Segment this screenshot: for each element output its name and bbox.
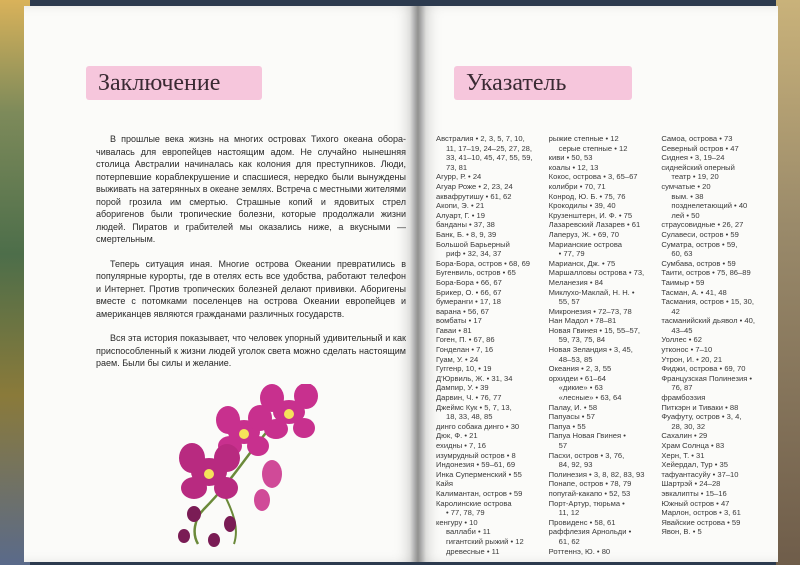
index-entry: Провиденс • 58, 61 <box>548 517 616 527</box>
index-entry: сумчатые • 20 <box>661 181 711 191</box>
index-entry: Инка Суперменский • 55 <box>436 469 522 479</box>
index-entry: Роттеннэ, Ю. • 80 <box>548 546 611 556</box>
paragraph-3: Вся эта история показывает, что человек упорный удивительный и как приспособленный к жизни людей уголок света можно сделать настоящим раем. Были бы силы и желание. <box>96 333 406 368</box>
index-entry: 33, 41–10, 45, 47, 55, 59, <box>446 153 533 163</box>
index-entry: Тасмания, остров • 15, 30, <box>661 297 754 307</box>
index-entry: • 77, 79 <box>558 249 585 259</box>
index-entry: Папуа Новая Гвинея • <box>548 431 626 441</box>
index-entry: ехидны • 7, 16 <box>436 441 486 450</box>
index-entry: 61, 62 <box>558 536 580 546</box>
index-entry: варана • 56, 67 <box>436 306 490 316</box>
right-page <box>418 6 778 562</box>
index-entry: Конрод, Ю. Б. • 75, 76 <box>548 191 626 201</box>
index-entry: кенгуру • 10 <box>436 517 478 527</box>
index-entry: рыжие степные • 12 <box>548 134 619 143</box>
index-entry: 57 <box>558 441 568 450</box>
index-entry: динго собака динго • 30 <box>436 421 520 431</box>
index-entry: раффлезия Арнольди • <box>548 527 632 537</box>
index-entry: коалы • 12, 13 <box>548 162 599 172</box>
left-page <box>24 6 418 562</box>
index-entry: Брикер, О. • 66, 67 <box>436 287 502 297</box>
index-entry: 76, 87 <box>671 383 693 393</box>
index-entry: Кайя <box>436 479 454 489</box>
index-entry: Таимыр • 59 <box>661 277 705 287</box>
index-entry: Северный остров • 47 <box>661 143 739 153</box>
index-entry: Агуар Роже • 2, 23, 24 <box>436 181 513 191</box>
index-entry: Суматра, остров • 59, <box>661 239 738 249</box>
index-entry: утконос • 7–10 <box>661 345 713 355</box>
index-entry: Таити, остров • 75, 86–89 <box>661 268 751 278</box>
index-entry: Меланезия • 84 <box>548 277 604 287</box>
index-entry: 60, 63 <box>671 249 693 259</box>
book-spine-shadow <box>410 6 426 562</box>
index-entry: бумеранги • 17, 18 <box>436 297 501 307</box>
index-entry: Фуафуту, остров • 3, 4, <box>661 412 742 422</box>
index-entry: Папуасы • 57 <box>548 412 595 422</box>
index-entry: Банк, Б. • 8, 9, 39 <box>436 229 497 239</box>
index-entry: 48–53, 85 <box>558 354 593 364</box>
index-entry: Алуарт, Г. • 19 <box>436 210 485 220</box>
index-entry: Индонезия • 59–61, 69 <box>436 460 516 470</box>
index-entry: Марианские острова <box>548 239 622 249</box>
index-entry: древесные • 11 <box>446 546 500 556</box>
index-entry: риф • 32, 34, 37 <box>446 249 502 259</box>
index-entry: Кокос, острова • 3, 65–67 <box>548 172 638 182</box>
index-entry: аквафрутишу • 61, 62 <box>436 191 512 201</box>
paragraph-1: В прошлые века жизнь на многих островах Тихого океана оборачивалась для европейцев настоящим адом. Не случайно нынешняя столица Австралии начиналась как колония для преступников. Люди, потерпевшие кораблекрушение и спасшиеся, нередко были вынуждены выживать на затерянных в океане землях. Встреча с местными жителями порой грозила им смертью. Страшные копий и ядовитых стрел аборигенов были тропические болезни, которые продолжали жизни людей. Пиратов и грабителей мы оказались ниже, а вкусными — смертельным. <box>96 134 406 244</box>
index-entry: Сумбава, остров • 59 <box>661 258 736 268</box>
index-entry: страусовидные • 26, 27 <box>661 220 744 230</box>
index-column-3 <box>661 134 768 556</box>
index-entry: Микронезия • 72–73, 78 <box>548 306 632 316</box>
index-entry: 11, 12 <box>558 508 580 518</box>
index-entry: эвкалипты • 15–16 <box>661 488 727 498</box>
index-entry: Хейердал, Тур • 35 <box>661 460 728 470</box>
index-entry: изумрудный остров • 8 <box>436 450 516 460</box>
index-entry: Утрон, И. • 20, 21 <box>661 354 723 364</box>
index-entry: Фиджи, острова • 69, 70 <box>661 364 746 374</box>
index-entry: фрамбоэзия <box>661 393 706 403</box>
index-entry: Бора-Бора • 66, 67 <box>436 277 502 287</box>
index-entry: «лесные» • 63, 64 <box>558 393 622 403</box>
index-entry: 42 <box>671 306 680 316</box>
index-entry: 73, 81 <box>446 162 468 172</box>
index-entry: Марлон, остров • 3, 61 <box>661 508 741 518</box>
index-entry: Агурр, Р. • 24 <box>436 172 482 182</box>
index-entry: Австралия • 2, 3, 5, 7, 10, <box>436 134 525 143</box>
index-entry: вым. • 38 <box>671 191 704 201</box>
index-entry: Миклухо-Маклай, Н. Н. • <box>548 287 635 297</box>
index-entry: Сиднея • 3, 19–24 <box>661 153 725 163</box>
index-entry: Питкэрн и Тиваки • 88 <box>661 402 739 412</box>
index-entry: серые степные • 12 <box>558 143 628 153</box>
index-entry: Калимантан, остров • 59 <box>436 488 523 498</box>
index-entry: Храм Солнца • 83 <box>661 441 725 450</box>
index-entry: гигантский рыжий • 12 <box>446 536 524 546</box>
index-entry: Уоллес • 62 <box>661 335 702 345</box>
index-entry: Явон, В. • 5 <box>661 527 702 537</box>
index-title: Указатель <box>454 66 632 100</box>
index-columns <box>436 134 768 556</box>
index-entry: Порт-Артур, тюрьма • <box>548 498 625 508</box>
index-entry: Южный остров • 47 <box>661 498 730 508</box>
index-entry: Новая Гвинея • 15, 55–57, <box>548 325 641 335</box>
index-entry: Полинезия • 3, 8, 82, 83, 93 <box>548 469 645 479</box>
index-entry: Лазаревский Лазарев • 61 <box>548 220 641 230</box>
index-entry: Сулавеси, остров • 59 <box>661 229 739 239</box>
index-entry: банданы • 37, 38 <box>436 220 495 230</box>
index-entry: тафуантасуйу • 37–10 <box>661 469 739 479</box>
index-entry: колибри • 70, 71 <box>548 181 606 191</box>
index-entry: • 77, 78, 79 <box>446 508 485 518</box>
index-entry: Джеймс Кук • 5, 7, 13, <box>436 402 512 412</box>
index-entry: вомбаты • 17 <box>436 316 482 326</box>
index-entry: Лаперуз, Ж. • 69, 70 <box>548 229 619 239</box>
index-entry: 28, 30, 32 <box>671 421 706 431</box>
index-entry: Дарвин, Ч. • 76, 77 <box>436 393 502 403</box>
index-entry: орхидеи • 61–64 <box>548 373 606 383</box>
index-entry: Каролинские острова <box>436 498 512 508</box>
index-entry: 55, 57 <box>558 297 580 307</box>
index-entry: «дикие» • 63 <box>558 383 603 393</box>
index-entry: попугай-какапо • 52, 53 <box>548 488 631 498</box>
paragraph-2: Теперь ситуация иная. Многие острова Океании превратились в популярные курорты, где в отелях есть все удобства, работают телефон и Интернет. Против тропических болезней делают прививки. Аборигены вместе с потомками поселенцев на острова Океании европейцев и американцев являются гражданами различных государств. <box>96 258 406 319</box>
book-cover-right <box>776 0 800 565</box>
index-entry: Нан Мадол • 78–81 <box>548 316 617 326</box>
index-entry: тасманийский дьявол • 40, <box>661 316 755 326</box>
index-entry: Сахалин • 29 <box>661 431 708 441</box>
index-entry: Гаваи • 81 <box>436 325 472 335</box>
index-entry: 84, 92, 93 <box>558 460 593 470</box>
index-column-1 <box>436 134 543 556</box>
index-column-2 <box>549 134 656 556</box>
index-entry: Большой Барьерный <box>436 239 510 249</box>
index-entry: 11, 17–19, 24–25, 27, 28, <box>446 143 532 153</box>
index-entry: Океания • 2, 3, 55 <box>548 364 612 374</box>
index-entry: Гоген, П. • 67, 86 <box>436 335 495 345</box>
index-entry: Папуа • 55 <box>548 421 586 431</box>
index-entry: театр • 19, 20 <box>671 172 719 182</box>
index-entry: Самоа, острова • 73 <box>661 134 733 143</box>
index-entry: Новая Зеландия • 3, 45, <box>548 345 633 355</box>
index-entry: Акопи, Э. • 21 <box>436 201 485 211</box>
index-entry: 43–45 <box>671 325 693 335</box>
index-entry: Тасман, А. • 41, 48 <box>661 287 727 297</box>
index-entry: Херн, Т. • 31 <box>661 450 705 460</box>
index-entry: Бора-Бора, остров • 68, 69 <box>436 258 531 268</box>
index-entry: Маршалловы острова • 73, <box>548 268 645 278</box>
index-entry: сиднейский оперный <box>661 162 735 172</box>
index-entry: Явайские острова • 59 <box>661 517 741 527</box>
index-entry: 18, 33, 48, 85 <box>446 412 493 422</box>
index-entry: Палау, И. • 58 <box>548 402 598 412</box>
index-entry: лей • 50 <box>671 210 700 220</box>
index-entry: Шартрэй • 24–28 <box>661 479 721 489</box>
index-entry: Понапе, остров • 78, 79 <box>548 479 632 489</box>
index-entry: Дампир, У. • 39 <box>436 383 489 393</box>
index-entry: Гонделан • 7, 16 <box>436 345 494 355</box>
index-entry: Д'Юрвиль, Ж. • 31, 34 <box>436 373 513 383</box>
index-entry: валлаби • 11 <box>446 527 491 537</box>
index-entry: Французская Полинезия • <box>661 373 753 383</box>
index-entry: Гуам, У. • 24 <box>436 354 479 364</box>
index-entry: позднелетающий • 40 <box>671 201 748 211</box>
index-entry: Гуггенр, 10, • 19 <box>436 364 492 374</box>
conclusion-title: Заключение <box>86 66 262 100</box>
index-entry: Крокодилы • 39, 40 <box>548 201 616 211</box>
conclusion-text <box>96 133 406 370</box>
index-entry: Крузенштерн, И. Ф. • 75 <box>548 210 633 220</box>
index-entry: киви • 50, 53 <box>548 153 593 163</box>
index-entry: 59, 73, 75, 84 <box>558 335 606 345</box>
index-entry: Марианск, Дж. • 75 <box>548 258 616 268</box>
orchid-illustration <box>164 384 339 554</box>
index-entry: Бугенвиль, остров • 65 <box>436 268 516 278</box>
index-entry: Дюк, Ф. • 21 <box>436 431 478 441</box>
index-entry: Пасхи, остров • 3, 76, <box>548 450 625 460</box>
